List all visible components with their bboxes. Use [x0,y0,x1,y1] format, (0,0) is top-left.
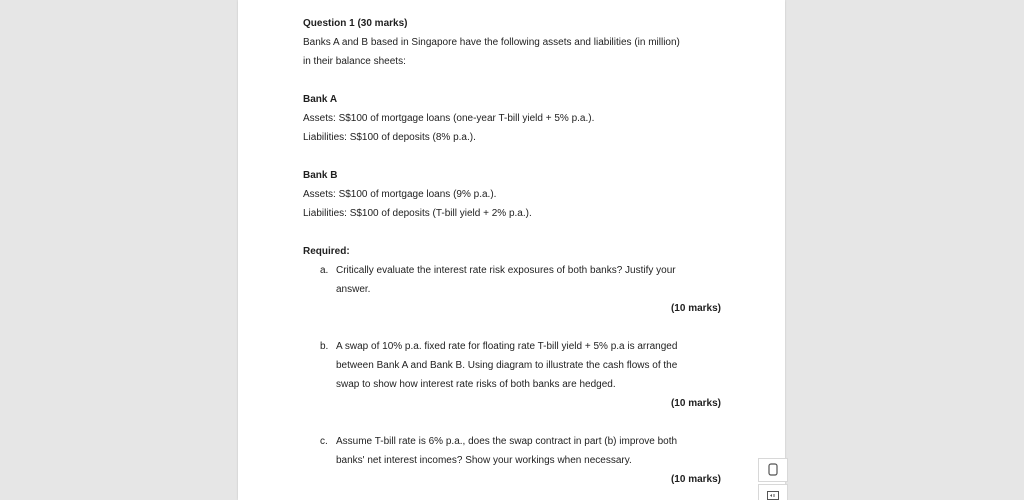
item-marks: (10 marks) [670,303,721,314]
item-marks: (10 marks) [670,398,721,409]
bank-a-section [303,90,721,147]
required-heading: Required: [303,246,350,257]
item-letter: b. [320,341,329,352]
item-text-line: Assume T-bill rate is 6% p.a., does the swap contract in part (b) improve both [336,436,678,447]
required-item-b [303,337,721,413]
required-item-a [303,261,721,318]
question-title: Question 1 (30 marks) [303,18,408,29]
required-item-c [303,432,721,489]
item-letter: c. [320,436,328,447]
item-letter: a. [320,265,329,276]
bank-a-assets: Assets: S$100 of mortgage loans (one-year T-bill yield + 5% p.a.). [303,113,595,124]
item-text-line: swap to show how interest rate risks of both banks are hedged. [336,379,616,390]
item-marks: (10 marks) [670,474,721,485]
bank-a-liabilities: Liabilities: S$100 of deposits (8% p.a.). [303,132,476,143]
intro-line-2: in their balance sheets: [303,56,406,67]
bank-b-liabilities: Liabilities: S$100 of deposits (T-bill yield + 2% p.a.). [303,208,532,219]
document-page [238,0,785,500]
bank-b-assets: Assets: S$100 of mortgage loans (9% p.a.). [303,189,497,200]
question-content [303,14,721,489]
intro-line-1: Banks A and B based in Singapore have the following assets and liabilities (in million) [303,37,680,48]
side-toolbar [758,458,788,500]
feedback-icon [766,490,780,500]
item-text-line: between Bank A and Bank B. Using diagram to illustrate the cash flows of the [336,360,678,371]
copy-button[interactable] [758,458,788,482]
bank-b-section [303,166,721,223]
item-text-line: answer. [336,284,371,295]
bank-a-heading: Bank A [303,94,338,105]
required-section [303,242,721,489]
bank-b-heading: Bank B [303,170,338,181]
copy-icon [767,463,779,477]
item-text-line: A swap of 10% p.a. fixed rate for floating rate T-bill yield + 5% p.a is arranged [336,341,678,352]
feedback-button[interactable] [758,484,788,500]
item-text-line: Critically evaluate the interest rate risk exposures of both banks? Justify your [336,265,676,276]
item-text-line: banks' net interest incomes? Show your workings when necessary. [336,455,632,466]
